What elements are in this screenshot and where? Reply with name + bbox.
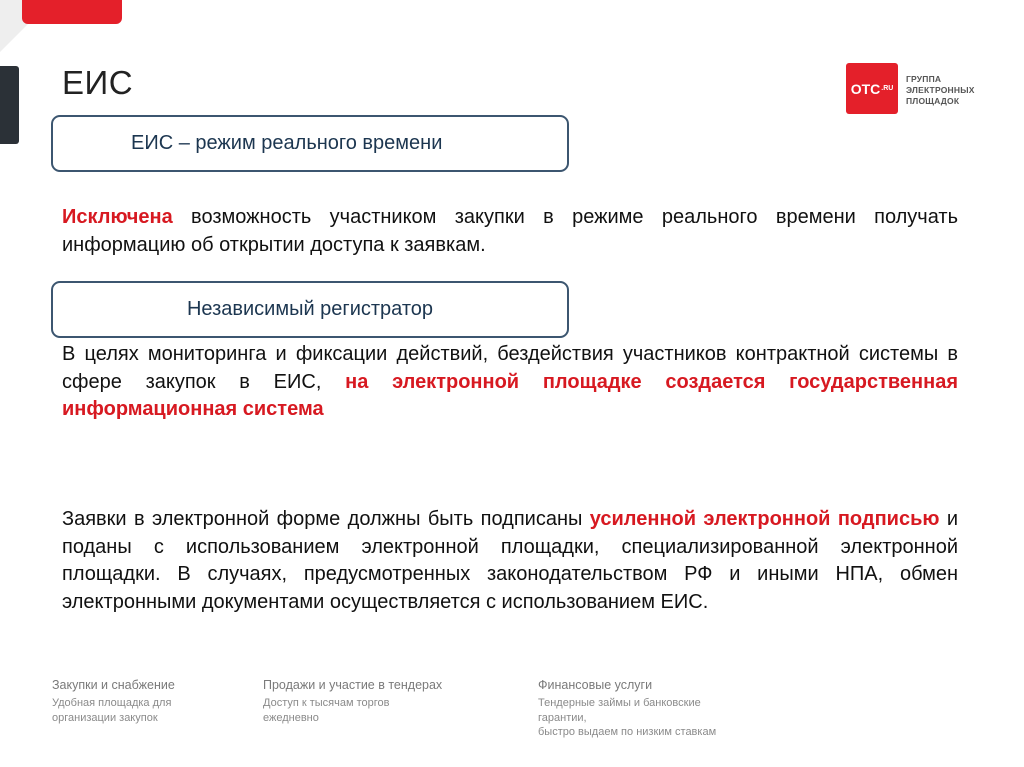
footer-sales-line: Доступ к тысячам торгов [263, 697, 390, 709]
paragraph-exclusion-text: возможность участником закупки в режиме реального времени получать информацию об открытии доступа к заявкам. [62, 206, 958, 256]
footer-procurement-title: Закупки и снабжение [52, 678, 175, 692]
footer-finance-line: Тендерные займы и банковские [538, 697, 701, 709]
highlight-signature: усиленной электронной подписью [589, 508, 940, 530]
footer-finance-title: Финансовые услуги [538, 678, 653, 692]
footer-finance [538, 678, 778, 740]
red-header-tab [22, 0, 122, 24]
footer-sales [263, 678, 483, 725]
slide-title: ЕИС [62, 64, 134, 101]
highlight-gis: на электронной площадке создается государственная информационная система [62, 370, 958, 420]
paragraph-monitoring [62, 341, 958, 424]
paragraph-applications [62, 506, 958, 616]
footer-procurement-line: организации закупок [52, 711, 158, 724]
footer-finance-line: быстро выдаем по низким ставкам [538, 726, 717, 738]
realtime-mode-box [51, 115, 569, 172]
logo-mark-suffix: .RU [881, 85, 894, 92]
independent-registrar-label: Независимый регистратор [186, 298, 434, 320]
otc-logo [846, 63, 898, 114]
footer-procurement [52, 678, 242, 725]
logo-caption [906, 74, 975, 107]
independent-registrar-box [51, 281, 569, 338]
paragraph-monitoring-text: В целях мониторинга и фиксации действий, бездействия участников контрактной системы в сфере закупок в ЕИС, [62, 343, 958, 393]
logo-mark: OTC [850, 80, 881, 97]
realtime-mode-label: ЕИС – режим реального времени [131, 132, 443, 154]
footer-finance-line: гарантии, [538, 711, 587, 724]
left-accent-bar [0, 66, 19, 144]
paragraph-applications-text-before: Заявки в электронной форме должны быть подписаны [62, 508, 590, 530]
logo-caption-line: ЭЛЕКТРОННЫХ [906, 85, 975, 95]
footer-sales-title: Продажи и участие в тендерах [263, 678, 443, 692]
paragraph-exclusion [62, 204, 958, 259]
paragraph-applications-text-after: и поданы с использованием электронной площадки, специализированной электронной площадки. В случаях, предусмотренных законодательством РФ и иными НПА, обмен электронными документами осуществляется с использованием ЕИС. [62, 508, 958, 613]
logo-caption-line: ГРУППА [906, 74, 942, 84]
logo-caption-line: ПЛОЩАДОК [906, 96, 960, 106]
highlight-excluded: Исключена [62, 206, 173, 228]
footer-procurement-line: Удобная площадка для [52, 697, 172, 709]
footer-sales-line: ежедневно [263, 711, 319, 724]
